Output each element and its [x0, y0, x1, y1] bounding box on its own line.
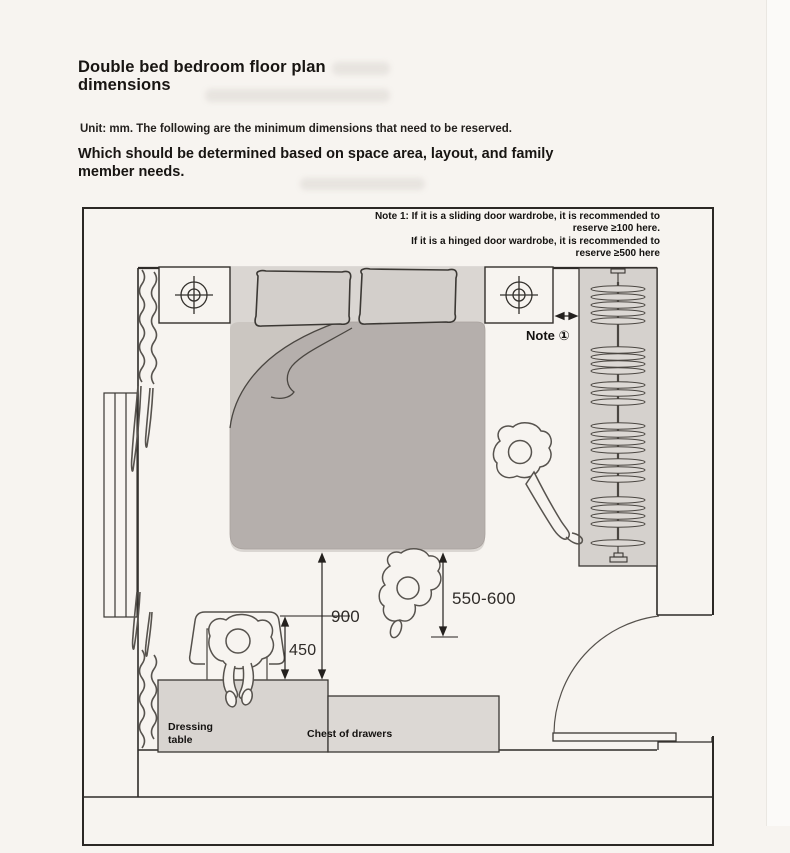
wardrobe-note-line2: reserve ≥100 here.	[572, 223, 660, 235]
curtain-top	[132, 270, 157, 471]
nightstand-left	[159, 267, 230, 323]
wardrobe-note-line3: If it is a hinged door wardrobe, it is recommended to	[411, 235, 660, 247]
door	[553, 616, 676, 741]
chest-of-drawers-label: Chest of drawers	[307, 728, 393, 740]
wardrobe-note-line4: reserve ≥500 here	[575, 247, 660, 259]
curtain-bottom	[133, 592, 157, 748]
page-title-line2: dimensions	[78, 76, 171, 94]
pillow-left	[255, 271, 351, 326]
door-swing-arc	[554, 616, 659, 733]
person-standing-right	[493, 423, 582, 544]
dressing-table-label: Dressing table	[168, 721, 213, 746]
nightstand-right	[485, 267, 553, 323]
wardrobe	[579, 268, 657, 566]
person-standing-below	[379, 549, 441, 639]
unit-note: Unit: mm. The following are the minimum dimensions that need to be reserved.	[80, 123, 512, 135]
chest-of-drawers	[328, 696, 499, 752]
note-1-marker: Note ①	[526, 328, 570, 343]
dimension-900: 900	[331, 607, 360, 626]
dimension-450: 450	[289, 642, 317, 659]
subtitle: Which should be determined based on space area, layout, and family member needs.	[78, 146, 554, 180]
dimension-550-600: 550-600	[452, 589, 516, 608]
pillow-right	[359, 269, 457, 324]
wardrobe-note	[320, 211, 660, 260]
door-leaf	[553, 733, 676, 741]
page-title-line1: Double bed bedroom floor plan	[78, 58, 326, 76]
wardrobe-note-line1: Note 1: If it is a sliding door wardrobe, it is recommended to	[374, 211, 660, 222]
window-sill	[104, 393, 137, 617]
